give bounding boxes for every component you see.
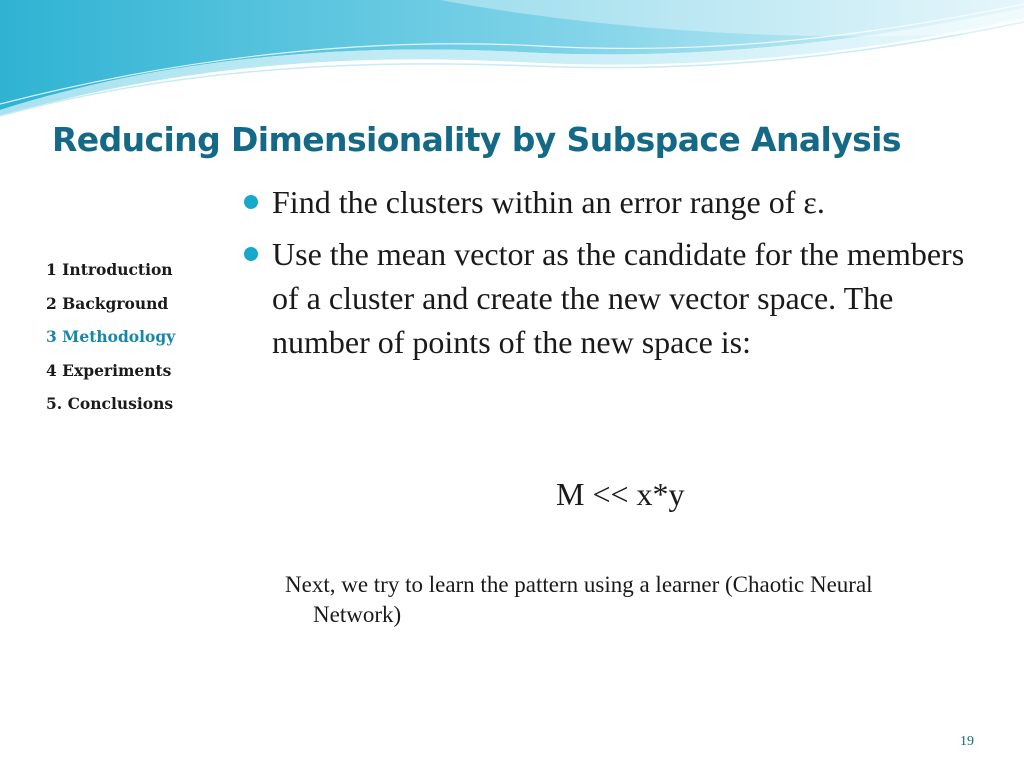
bullet-icon: [244, 195, 258, 209]
page-number: 19: [960, 734, 974, 749]
nav-item-methodology[interactable]: 3 Methodology: [46, 327, 176, 347]
nav-item-background[interactable]: 2 Background: [46, 293, 169, 313]
bullet-icon: [244, 247, 258, 261]
nav-item-conclusions[interactable]: 5. Conclusions: [46, 394, 174, 414]
bullet-item: [244, 180, 984, 224]
bullet-list: [244, 180, 984, 372]
bullet-item: [244, 232, 984, 364]
nav-item-introduction[interactable]: 1 Introduction: [46, 260, 173, 279]
note-text: Next, we try to learn the pattern using a learner (Chaotic Neural Network): [285, 572, 873, 627]
nav-item-experiments[interactable]: 4 Experiments: [46, 360, 172, 380]
wave-header-decoration: [0, 0, 1024, 120]
slide-title: Reducing Dimensionality by Subspace Analysis: [52, 120, 901, 159]
formula: M << x*y: [556, 476, 685, 512]
bullet-text: Find the clusters within an error range of ε.: [272, 184, 825, 220]
bullet-text: Use the mean vector as the candidate for the members of a cluster and create the new vector space. The number of points of the new space is:: [272, 236, 965, 360]
section-nav: [46, 258, 246, 426]
